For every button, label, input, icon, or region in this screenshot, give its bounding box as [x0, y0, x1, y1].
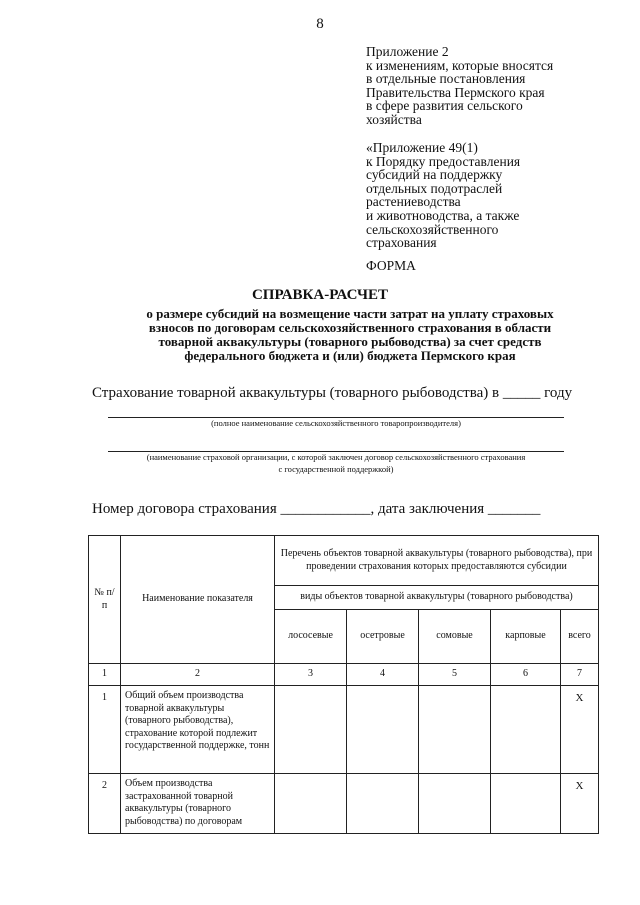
cell-catfish: [419, 686, 491, 774]
header-objects-list: Перечень объектов товарной аквакультуры (товарного рыбоводства), при проведении страхования которых предоставляются субсидии: [275, 536, 599, 586]
subtitle-line: федерального бюджета и (или) бюджета Пермского края: [184, 348, 516, 363]
column-number: 5: [419, 664, 491, 686]
subtitle-line: товарной аквакультуры (товарного рыбоводства) за счет средств: [158, 334, 542, 349]
cell-carp: [491, 774, 561, 834]
row-number: 2: [89, 774, 121, 834]
document-title: СПРАВКА-РАСЧЕТ: [251, 287, 389, 303]
cell-total: Х: [561, 774, 599, 834]
producer-caption: (полное наименование сельскохозяйственного товаропроизводителя): [211, 418, 461, 428]
cell-salmon: [275, 686, 347, 774]
column-number: 4: [347, 664, 419, 686]
table-row: [89, 686, 599, 774]
header-indicator-name: Наименование показателя: [121, 536, 275, 664]
header-carp: карповые: [491, 610, 561, 664]
appendix-line: к изменениям, которые вносятся: [366, 57, 554, 73]
cell-total: Х: [561, 686, 599, 774]
appendix-line: в сфере развития сельского: [366, 98, 523, 114]
appendix-line: отдельных подотраслей: [366, 180, 503, 196]
column-number: 2: [121, 664, 275, 686]
column-number: 7: [561, 664, 599, 686]
appendix-line: Приложение 2: [366, 44, 449, 59]
appendix-line: сельскохозяйственного: [366, 221, 499, 237]
appendix-2-note: [366, 45, 636, 127]
insurance-year-line: Страхование товарной аквакультуры (товарного рыбоводства) в _____ году: [92, 385, 573, 401]
subtitle-line: взносов по договорам сельскохозяйственного страхования в области: [148, 320, 552, 335]
form-label: ФОРМА: [366, 258, 416, 273]
document-subtitle: [60, 307, 640, 363]
column-number: 3: [275, 664, 347, 686]
contract-number-line: Номер договора страхования ____________, дата заключения _______: [92, 501, 541, 517]
appendix-line: страхования: [366, 235, 437, 251]
cell-salmon: [275, 774, 347, 834]
column-number: 1: [89, 664, 121, 686]
appendix-line: растениеводства: [366, 194, 461, 210]
cell-catfish: [419, 774, 491, 834]
appendix-line: и животноводства, а также: [366, 207, 520, 223]
cell-sturgeon: [347, 774, 419, 834]
row-number: 1: [89, 686, 121, 774]
appendix-line: хозяйства: [366, 111, 422, 127]
header-object-types: виды объектов товарной аквакультуры (товарного рыбоводства): [275, 586, 599, 610]
appendix-49-note: [366, 141, 636, 250]
table-row: [89, 774, 599, 834]
column-number: 6: [491, 664, 561, 686]
header-sturgeon: осетровые: [347, 610, 419, 664]
page-number: 8: [316, 16, 324, 32]
calculation-table: [88, 535, 599, 834]
appendix-line: «Приложение 49(1): [366, 140, 478, 155]
header-row-number: № п/п: [89, 536, 121, 664]
insurer-caption-1: (наименование страховой организации, с которой заключен договор сельскохозяйственного страхования: [146, 452, 526, 462]
header-catfish: сомовые: [419, 610, 491, 664]
insurer-caption-2: с государственной поддержкой): [278, 464, 394, 474]
header-total: всего: [561, 610, 599, 664]
subtitle-line: о размере субсидий на возмещение части затрат на уплату страховых: [146, 306, 554, 321]
appendix-line: к Порядку предоставления: [366, 153, 521, 169]
appendix-line: субсидий на поддержку: [366, 167, 503, 183]
header-salmon: лососевые: [275, 610, 347, 664]
row-indicator: Общий объем производства товарной аквакультуры (товарного рыбоводства), страхование которой подлежит государственной поддержке, тонн: [121, 686, 275, 774]
appendix-line: в отдельные постановления: [366, 71, 526, 87]
appendix-line: Правительства Пермского края: [366, 84, 545, 100]
cell-carp: [491, 686, 561, 774]
row-indicator: Объем производства застрахованной товарной аквакультуры (товарного рыбоводства) по договорам: [121, 774, 275, 834]
cell-sturgeon: [347, 686, 419, 774]
